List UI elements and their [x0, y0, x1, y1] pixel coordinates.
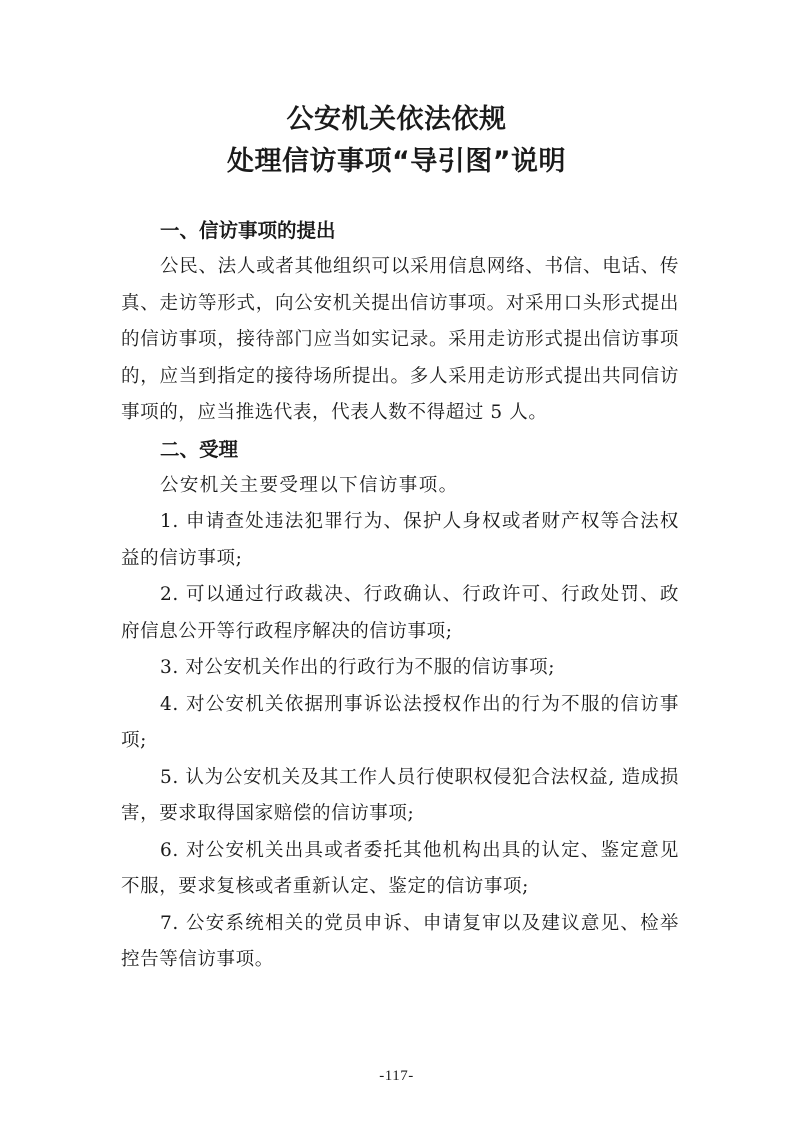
- list-item: 5. 认为公安机关及其工作人员行使职权侵犯合法权益, 造成损害，要求取得国家赔偿的信访事项;: [121, 766, 679, 824]
- list-item: 2. 可以通过行政裁决、行政确认、行政许可、行政处罚、政府信息公开等行政程序解决的信访事项;: [121, 584, 679, 642]
- section-heading-submission: 一、信访事项的提出: [160, 219, 336, 242]
- list-item: 7. 公安系统相关的党员申诉、申请复审以及建议意见、检举控告等信访事项。: [121, 912, 679, 970]
- page-number: -117-: [379, 1068, 414, 1084]
- section-heading-acceptance: 二、受理: [160, 437, 239, 461]
- section-intro-acceptance: 公安机关主要受理以下信访事项。: [160, 474, 459, 496]
- list-item: 6. 对公安机关出具或者委托其他机构出具的认定、鉴定意见不服，要求复核或者重新认定、鉴定的信访事项;: [121, 839, 679, 897]
- document-title-line-1: 公安机关依法依规: [286, 104, 507, 135]
- list-item: 3. 对公安机关作出的行政行为不服的信访事项;: [160, 657, 556, 678]
- document-body: [121, 213, 679, 979]
- list-item: 4. 对公安机关依据刑事诉讼法授权作出的行为不服的信访事项;: [121, 693, 679, 751]
- list-item: 1. 申请查处违法犯罪行为、保护人身权或者财产权等合法权益的信访事项;: [121, 511, 679, 569]
- section-paragraph-submission: 公民、法人或者其他组织可以采用信息网络、书信、电话、传真、走访等形式，向公安机关提出信访事项。对采用口头形式提出的信访事项，接待部门应当如实记录。采用走访形式提出信访事项的，应当到指定的接待场所提出。多人采用走访形式提出共同信访事项的，应当推选代表，代表人数不得超过 5 人。: [121, 256, 679, 423]
- document-title-line-2: 处理信访事项“导引图”说明: [227, 146, 566, 177]
